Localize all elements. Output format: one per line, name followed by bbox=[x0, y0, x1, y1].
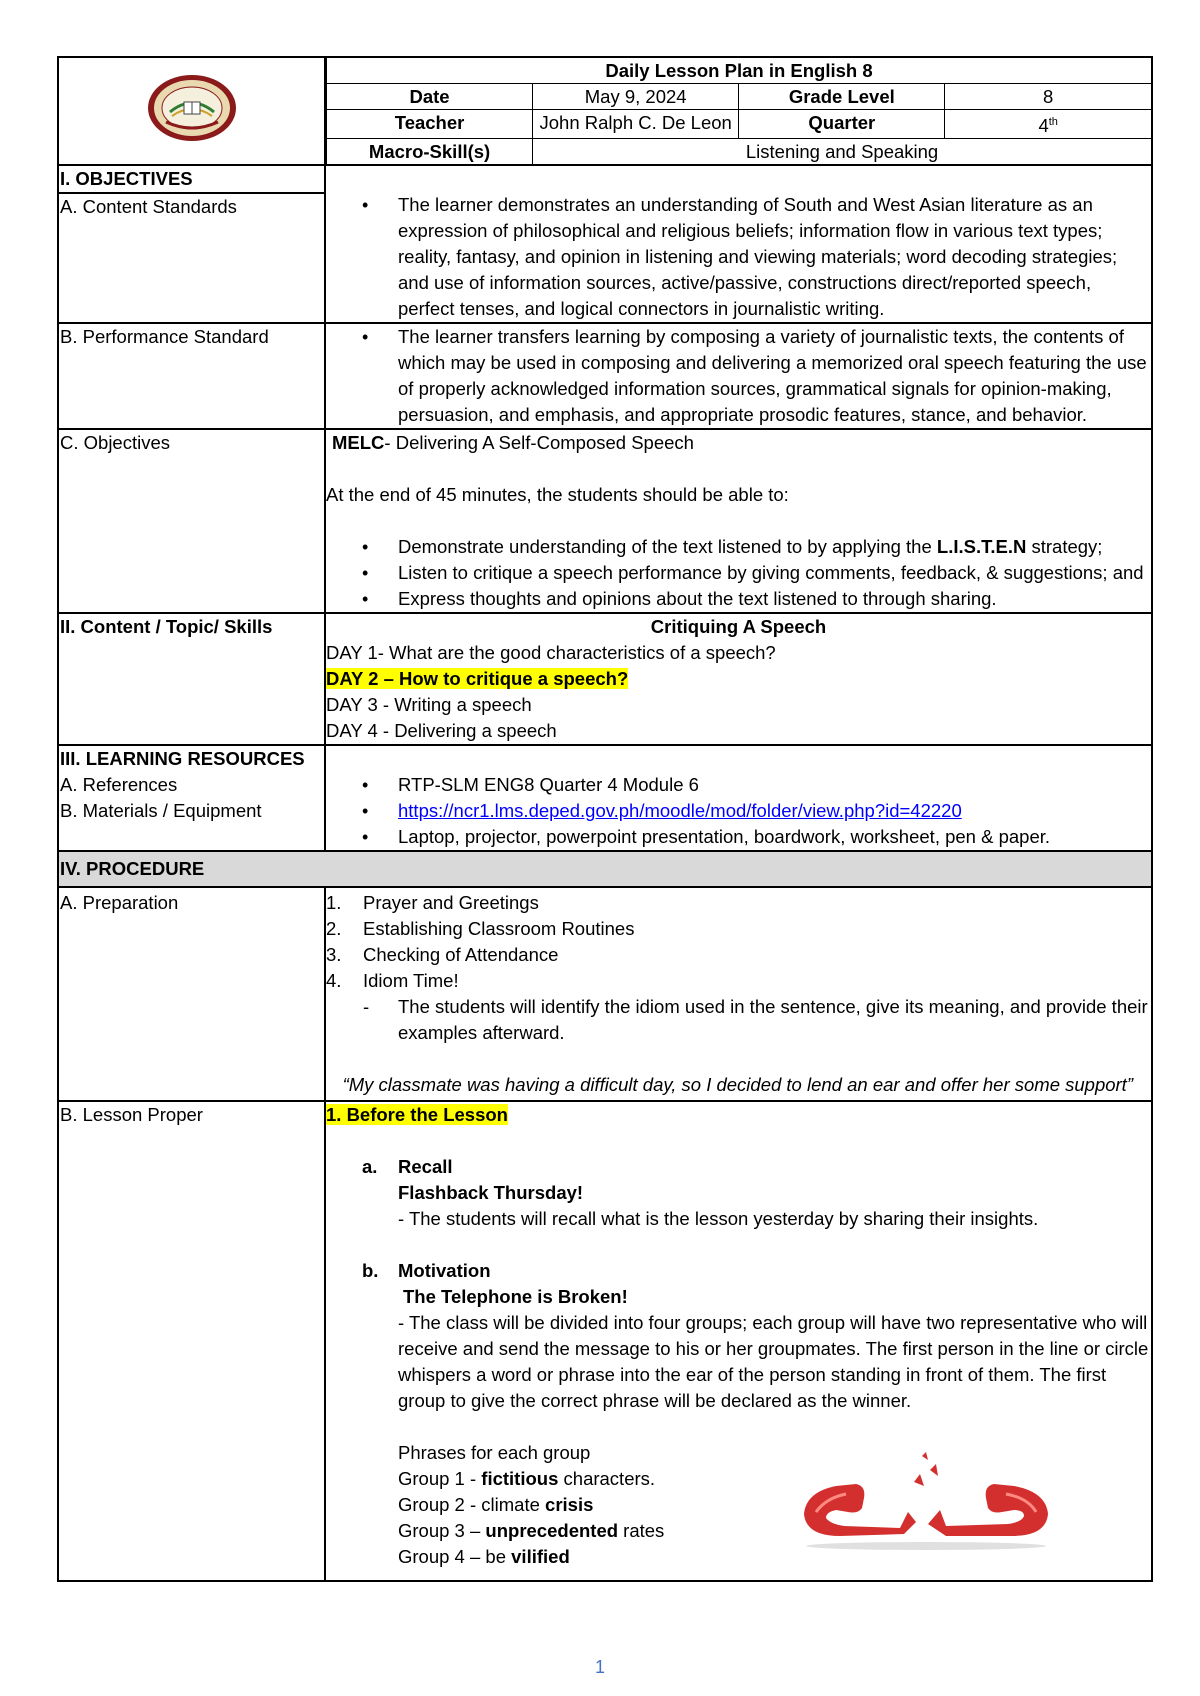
objectives-cell bbox=[325, 429, 1152, 613]
recall-letter: a. bbox=[362, 1156, 378, 1178]
quarter-number: 4 bbox=[1038, 115, 1049, 137]
preparation-number: 3. bbox=[326, 944, 342, 966]
lesson-proper-label: B. Lesson Proper bbox=[58, 1101, 325, 1581]
macro-skill-label: Macro-Skill(s) bbox=[327, 139, 533, 165]
recall-heading: Recall bbox=[398, 1156, 453, 1178]
recall-title: Flashback Thursday! bbox=[398, 1182, 584, 1204]
performance-standard-cell bbox=[325, 323, 1152, 429]
group-3-keyword: unprecedented bbox=[485, 1520, 619, 1542]
topic-title: Critiquing A Speech bbox=[650, 616, 827, 638]
group-4-keyword: vilified bbox=[511, 1546, 570, 1568]
reference-item: • RTP-SLM ENG8 Quarter 4 Module 6 bbox=[398, 772, 1151, 798]
preparation-text: Prayer and Greetings bbox=[363, 892, 539, 914]
idiom-quote: “My classmate was having a difficult day, so I decided to lend an ear and offer her some support” bbox=[342, 1074, 1133, 1096]
content-topic-cell bbox=[325, 613, 1152, 745]
preparation-number: 2. bbox=[326, 918, 342, 940]
logo-cell bbox=[58, 57, 325, 165]
content-standards-text: • The learner demonstrates an understanding of South and West Asian literature as an expression of philosophical and religious beliefs; information flow in various text types; reality, fantasy, and opinion in listening and viewing materials; word decoding strategies; and use of information sources, active/passive, constructions direct/reported speech, perfect tenses, and logical connectors in journalistic writing. bbox=[398, 192, 1151, 322]
content-topic-label: II. Content / Topic/ Skills bbox=[58, 613, 325, 745]
day-1-item: DAY 1- What are the good characteristics of a speech? bbox=[326, 642, 776, 664]
group-1-label: Group 1 - bbox=[398, 1468, 482, 1490]
melc-label: MELC bbox=[332, 432, 385, 454]
lesson-proper-cell bbox=[325, 1101, 1152, 1581]
objectives-intro: At the end of 45 minutes, the students should be able to: bbox=[326, 484, 789, 506]
phrases-intro: Phrases for each group bbox=[398, 1442, 591, 1464]
performance-standard-label: B. Performance Standard bbox=[58, 323, 325, 429]
idiom-dash: - bbox=[363, 996, 370, 1018]
grade-level-label: Grade Level bbox=[739, 84, 945, 110]
preparation-item bbox=[326, 968, 1151, 994]
preparation-cell bbox=[325, 887, 1152, 1101]
preparation-text: Idiom Time! bbox=[363, 970, 459, 992]
content-standards-cell bbox=[325, 165, 1152, 323]
preparation-label: A. Preparation bbox=[58, 887, 325, 1101]
broken-telephone-icon bbox=[796, 1452, 1056, 1552]
quarter-label: Quarter bbox=[739, 110, 945, 139]
objectives-label-cell bbox=[58, 165, 325, 323]
group-1-keyword: fictitious bbox=[481, 1468, 559, 1490]
group-4-label: Group 4 – be bbox=[398, 1546, 512, 1568]
recall-block bbox=[326, 1154, 1151, 1232]
preparation-text: Establishing Classroom Routines bbox=[363, 918, 635, 940]
motivation-title: The Telephone is Broken! bbox=[403, 1286, 628, 1308]
melc-line bbox=[326, 430, 1151, 456]
motivation-letter: b. bbox=[362, 1260, 379, 1282]
preparation-item bbox=[326, 890, 1151, 916]
lesson-plan-page bbox=[57, 56, 1150, 1582]
group-2-label: Group 2 - climate bbox=[398, 1494, 546, 1516]
group-1-rest: characters. bbox=[558, 1468, 656, 1490]
objective-1-text: Demonstrate understanding of the text listened to by applying the bbox=[398, 536, 937, 558]
reference-link-item bbox=[398, 798, 1151, 824]
day-2-item: DAY 2 – How to critique a speech? bbox=[326, 668, 629, 690]
resources-heading: III. LEARNING RESOURCES bbox=[60, 748, 305, 770]
before-lesson-heading: 1. Before the Lesson bbox=[326, 1104, 508, 1126]
motivation-description: - The class will be divided into four groups; each group will have two representative who will receive and send the message to his or her groupmates. The first person in the line or circle whispers a word or phrase into the ear of the person standing in front of them. The first group to give the correct phrase will be declared as the winner. bbox=[398, 1312, 1149, 1412]
idiom-description bbox=[326, 994, 1151, 1046]
group-3-label: Group 3 – bbox=[398, 1520, 486, 1542]
day-3-item: DAY 3 - Writing a speech bbox=[326, 694, 532, 716]
objective-item: • Express thoughts and opinions about the text listened to through sharing. bbox=[398, 586, 1151, 612]
date-value: May 9, 2024 bbox=[533, 84, 739, 110]
performance-standard-text: • The learner transfers learning by composing a variety of journalistic texts, the contents of which may be used in composing and delivering a memorized oral speech featuring the use of properly acknowledged information sources, grammatical signals for opinion-making, persuasion, and emphasis, and appropriate prosodic features, stance, and behavior. bbox=[398, 324, 1151, 428]
header-grid bbox=[326, 58, 1151, 164]
objective-item: • Listen to critique a speech performance by giving comments, feedback, & suggestions; and bbox=[398, 560, 1151, 586]
teacher-value: John Ralph C. De Leon bbox=[533, 110, 739, 139]
resources-label-cell bbox=[58, 745, 325, 851]
materials-item: • Laptop, projector, powerpoint presentation, boardwork, worksheet, pen & paper. bbox=[398, 824, 1151, 850]
quarter-suffix: th bbox=[1048, 116, 1058, 128]
group-2-keyword: crisis bbox=[545, 1494, 594, 1516]
resources-cell bbox=[325, 745, 1152, 851]
lesson-plan-table bbox=[57, 56, 1153, 1582]
grade-level-value: 8 bbox=[945, 84, 1151, 110]
teacher-label: Teacher bbox=[327, 110, 533, 139]
date-label: Date bbox=[327, 84, 533, 110]
melc-text: - Delivering A Self-Composed Speech bbox=[384, 432, 694, 454]
preparation-item bbox=[326, 942, 1151, 968]
macro-skill-value: Listening and Speaking bbox=[533, 139, 1151, 165]
idiom-description-text: The students will identify the idiom used in the sentence, give its meaning, and provide their examples afterward. bbox=[398, 996, 1148, 1044]
objectives-heading: I. OBJECTIVES bbox=[59, 166, 324, 194]
motivation-heading: Motivation bbox=[398, 1260, 491, 1282]
lesson-plan-title: Daily Lesson Plan in English 8 bbox=[327, 58, 1152, 84]
preparation-text: Checking of Attendance bbox=[363, 944, 559, 966]
group-3-rest: rates bbox=[618, 1520, 665, 1542]
objective-1-end: strategy; bbox=[1026, 536, 1103, 558]
objective-item bbox=[398, 534, 1151, 560]
preparation-number: 4. bbox=[326, 970, 342, 992]
procedure-heading: IV. PROCEDURE bbox=[58, 851, 1152, 887]
preparation-item bbox=[326, 916, 1151, 942]
school-seal-icon bbox=[146, 72, 238, 144]
quarter-value bbox=[945, 110, 1151, 139]
materials-label: B. Materials / Equipment bbox=[60, 800, 262, 822]
preparation-number: 1. bbox=[326, 892, 342, 914]
day-4-item: DAY 4 - Delivering a speech bbox=[326, 720, 557, 742]
reference-link[interactable]: https://ncr1.lms.deped.gov.ph/moodle/mod/folder/view.php?id=42220 bbox=[398, 800, 962, 822]
objectives-label: C. Objectives bbox=[58, 429, 325, 613]
references-label: A. References bbox=[60, 774, 178, 796]
listen-strategy: L.I.S.T.E.N bbox=[936, 536, 1027, 558]
content-standards-label: A. Content Standards bbox=[60, 196, 237, 218]
page-number: 1 bbox=[594, 1657, 605, 1677]
recall-description: - The students will recall what is the lesson yesterday by sharing their insights. bbox=[398, 1208, 1039, 1230]
